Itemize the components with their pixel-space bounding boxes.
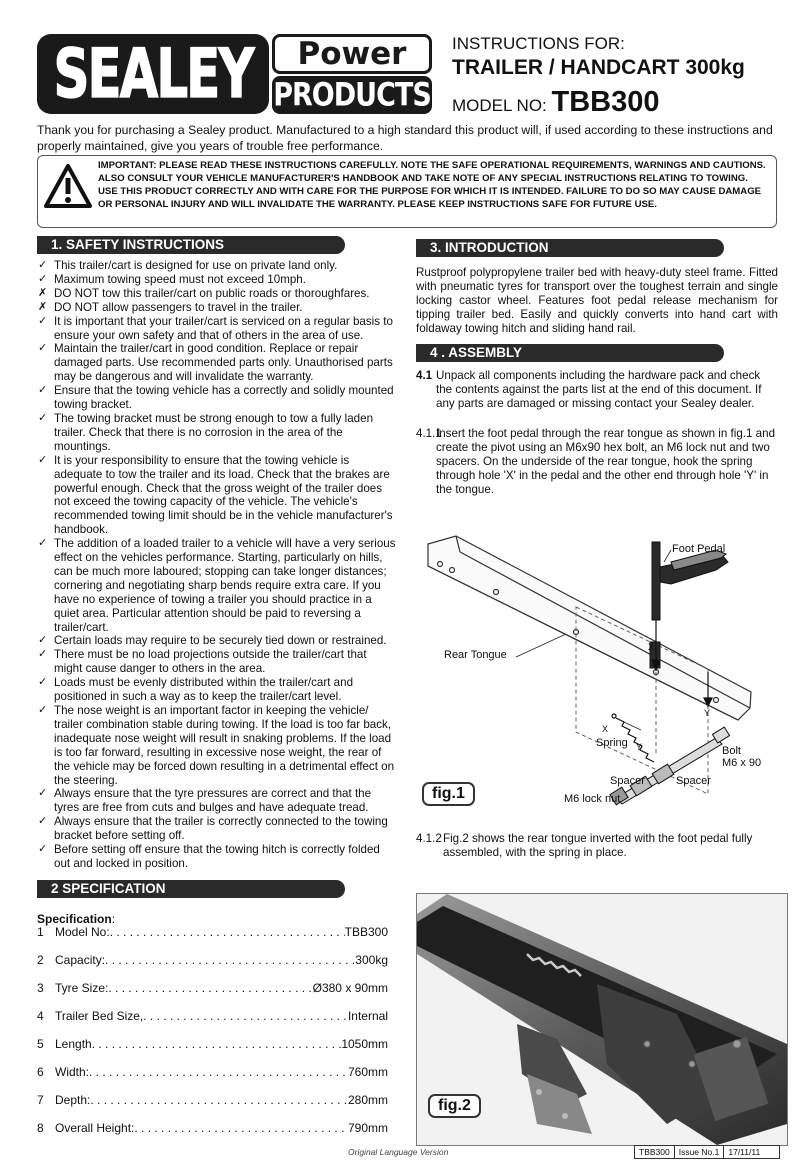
spec-row	[37, 1009, 388, 1023]
assembly-step-4-1-1	[416, 427, 778, 497]
safety-item-text: There must be no load projections outside the trailer/cart that might cause danger to others in the area.	[54, 648, 367, 676]
footer-reference	[634, 1145, 780, 1159]
logo-brand-text: SEALEY	[53, 34, 253, 114]
model-number: TBB300	[551, 86, 660, 118]
step-text: Unpack all components including the hardware pack and check the contents against the parts list at the end of this document. If any parts are damaged or missing contact your Sealey dealer.	[436, 369, 762, 410]
spec-row-value: 280mm	[347, 1093, 388, 1107]
introduction-heading: 3. INTRODUCTION	[416, 239, 724, 257]
safety-heading: 1. SAFETY INSTRUCTIONS	[37, 236, 345, 254]
important-text: IMPORTANT: PLEASE READ THESE INSTRUCTIONS CAREFULLY. NOTE THE SAFE OPERATIONAL REQUIREMENTS, WARNINGS AND CAUTIONS. ALSO CONSULT YOUR VEHICLE MANUFACTURER'S HANDBOOK AND TAKE NOTE OF ANY SPECIAL INSTRUCTIONS RELATING TO TOWING. USE THIS PRODUCT CORRECTLY AND WITH CARE FOR THE PURPOSE FOR WHICH IT IS INTENDED. FAILURE TO DO SO MAY CAUSE DAMAGE OR PERSONAL INJURY AND WILL INVALIDATE THE WARRANTY. PLEASE KEEP INSTRUCTIONS SAFE FOR FUTURE USE.	[98, 160, 766, 210]
safety-item-text: Always ensure that the tyre pressures are correct and that the tyres are free from cuts and bulges and have adequate tread.	[54, 787, 372, 815]
spec-row-leader	[105, 953, 355, 967]
safety-item	[37, 704, 397, 787]
step-number: 4.1	[416, 369, 433, 382]
spec-row-label: Model No:	[55, 925, 110, 939]
safety-item-text: The addition of a loaded trailer to a vehicle will have a very serious effect on the vehicles performance. Starting, particularly on hills, can be much more laboured; stopping can take longer distances; cornering and negotiating sharp bends require extra care. If you have no experience of towing a trailer you should practice in a quiet area. Particular attention should be paid to reversing a trailer/cart.	[54, 537, 396, 634]
safety-item	[37, 301, 397, 315]
fig1-diagram	[416, 522, 788, 822]
spec-row-value: TBB300	[344, 925, 388, 939]
fig1-spacer-label-a: Spacer	[610, 775, 645, 787]
safety-item	[37, 259, 397, 273]
spec-row-label: Tyre Size:	[55, 981, 109, 995]
safety-item	[37, 454, 397, 537]
spec-row-number: 8	[37, 1121, 44, 1135]
spec-row-leader	[134, 1121, 348, 1135]
safety-item	[37, 287, 397, 301]
safety-item-text: The nose weight is an important factor in keeping the vehicle/ trailer combination stable during towing. If the load is too far back, inadequate nose weight will result in snaking problems. If the load is too far forward, resulting in excessive nose weight, the rear of the vehicle may be forced down resulting in a detrimental effect on the steering.	[54, 704, 395, 787]
safety-item-text: Loads must be evenly distributed within the trailer/cart and positioned in such a way as to keep the trailer/cart level.	[54, 676, 354, 704]
assembly-step-4-1-2	[416, 832, 778, 860]
power-logo	[272, 34, 432, 74]
fig1-x-label-b: X	[602, 724, 609, 734]
spec-row-number: 5	[37, 1037, 44, 1051]
spec-row	[37, 981, 388, 995]
safety-item	[37, 815, 397, 843]
spec-row-label: Overall Height:	[55, 1121, 135, 1135]
cross-icon: ✗	[38, 300, 48, 313]
model-label: MODEL NO:	[452, 96, 547, 115]
step-text: Fig.2 shows the rear tongue inverted with the foot pedal fully assembled, with the spring in place.	[443, 832, 753, 859]
checkmark-icon: ✓	[38, 342, 48, 355]
fig1-label: fig.1	[422, 782, 475, 806]
safety-item	[37, 384, 397, 412]
safety-item-text: It is important that your trailer/cart is serviced on a regular basis to ensure your own safety and that of others in the area of use.	[54, 314, 393, 342]
spec-row	[37, 1037, 388, 1051]
fig1-bolt-size-label: M6 x 90	[722, 757, 762, 769]
checkmark-icon: ✓	[38, 634, 48, 647]
checkmark-icon: ✓	[38, 384, 48, 397]
spec-row-number: 2	[37, 953, 44, 967]
spec-row-leader	[110, 925, 345, 939]
spec-row-number: 7	[37, 1093, 44, 1107]
safety-item	[37, 787, 397, 815]
spec-row	[37, 953, 388, 967]
fig1-y-label-a: Y	[704, 708, 711, 718]
spec-row-value: 760mm	[347, 1065, 388, 1079]
checkmark-icon: ✓	[38, 815, 48, 828]
fig1-foot-pedal-label: Foot Pedal	[672, 543, 726, 555]
spec-row-number: 3	[37, 981, 44, 995]
checkmark-icon: ✓	[38, 704, 48, 716]
fig1-x-label-a: X	[648, 642, 655, 652]
checkmark-icon: ✓	[38, 453, 48, 466]
spec-label: Specification:	[37, 912, 116, 926]
checkmark-icon: ✓	[38, 537, 48, 550]
footer-date: 17/11/11	[728, 1147, 761, 1157]
cross-icon: ✗	[38, 286, 48, 299]
spec-row-value: Ø380 x 90mm	[312, 981, 388, 995]
spec-row-value: 790mm	[347, 1121, 388, 1135]
fig1-spacer-label-b: Spacer	[676, 775, 711, 787]
spec-row	[37, 1121, 388, 1135]
spec-row-number: 6	[37, 1065, 44, 1079]
safety-item	[37, 648, 397, 676]
checkmark-icon: ✓	[38, 259, 48, 271]
spec-row-label: Capacity:	[55, 953, 106, 967]
introduction-text: Rustproof polypropylene trailer bed with heavy-duty steel frame. Fitted with pneumatic tyres for transport over the toughest terrain and single locking castor wheel. Features foot pedal release mechanism for tipping trailer bed. Easily and quickly converts into hand cart with foldaway towing hitch and sliding hand rail.	[416, 266, 778, 335]
spec-row	[37, 1065, 388, 1079]
product-title: TRAILER / HANDCART 300kg	[452, 56, 745, 79]
spec-row-label: Depth:	[55, 1093, 91, 1107]
spec-row-label: Width:	[55, 1065, 90, 1079]
safety-item-text: Certain loads may require to be securely tied down or restrained.	[54, 634, 387, 648]
spec-row-label: Length	[55, 1037, 92, 1051]
safety-item-text: Maximum towing speed must not exceed 10mph.	[54, 272, 306, 286]
step-number: 4.1.1	[416, 427, 442, 440]
safety-item-text: Always ensure that the trailer is correctly connected to the towing bracket before setting off.	[54, 815, 388, 843]
spec-row-label: Trailer Bed Size,	[55, 1009, 144, 1023]
spec-row	[37, 925, 388, 939]
safety-item	[37, 676, 397, 704]
spec-row-number: 4	[37, 1009, 44, 1023]
fig1-bolt-label: Bolt	[722, 745, 741, 757]
step-text: Insert the foot pedal through the rear tongue as shown in fig.1 and create the pivot using an M6x90 hex bolt, an M6 lock nut and two spacers. On the underside of the rear tongue, hook the spring through hole 'X' in the pedal and the other end through hole 'Y' in the tongue.	[436, 427, 776, 496]
sealey-logo	[37, 34, 269, 114]
safety-item-text: DO NOT tow this trailer/cart on public roads or thoroughfares.	[54, 286, 370, 300]
footer-model-ref: TBB300	[635, 1146, 675, 1158]
model-line	[452, 86, 660, 119]
checkmark-icon: ✓	[38, 787, 48, 800]
safety-item	[37, 412, 397, 454]
fig2-label: fig.2	[428, 1094, 481, 1118]
safety-item-text: DO NOT allow passengers to travel in the trailer.	[54, 300, 303, 314]
safety-item-text: This trailer/cart is designed for use on private land only.	[54, 259, 338, 272]
spec-row-leader	[108, 981, 312, 995]
thanks-paragraph: Thank you for purchasing a Sealey product. Manufactured to a high standard this product will, if used according to these instructions and properly maintained, give you years of trouble free performance.	[37, 123, 773, 153]
spec-row-leader	[92, 1037, 342, 1051]
checkmark-icon: ✓	[38, 411, 48, 424]
safety-item-text: It is your responsibility to ensure that the towing vehicle is adequate to tow the trailer and its load. Check that the brakes are powerful enough. Check that the gross weight of the trailer does not exceed the towing capacity of the vehicle. The vehicle's recommended towing limit should be in the vehicle manufacturer's handbook.	[54, 453, 393, 537]
safety-item-text: Maintain the trailer/cart in good condition. Replace or repair damaged parts. Use recommended parts only. Unauthorised parts may be dangerous and will invalidate the warranty.	[54, 342, 393, 384]
fig1-lock-nut-label: M6 lock nut	[564, 793, 621, 805]
fig1-rear-tongue-label: Rear Tongue	[444, 649, 507, 661]
safety-item	[37, 273, 397, 287]
assembly-heading: 4 . ASSEMBLY	[416, 344, 724, 362]
warning-triangle-icon	[43, 163, 93, 209]
safety-item-text: Before setting off ensure that the towing hitch is correctly folded out and locked in position.	[54, 843, 380, 870]
spec-row	[37, 1093, 388, 1107]
spec-row-leader	[90, 1093, 348, 1107]
assembly-step-4-1	[416, 369, 778, 411]
checkmark-icon: ✓	[38, 843, 48, 856]
safety-item	[37, 315, 397, 343]
fig1-y-label-b: Y	[636, 742, 643, 752]
fig1-spring-label: Spring	[596, 737, 628, 749]
spec-row-value: Internal	[347, 1009, 388, 1023]
checkmark-icon: ✓	[38, 648, 48, 661]
products-logo	[272, 76, 432, 114]
safety-item-text: The towing bracket must be strong enough to tow a fully laden trailer. Check that there is no corrosion in the area of the mountings.	[54, 411, 374, 453]
safety-item	[37, 537, 397, 634]
logo-power-text: Power	[297, 36, 407, 72]
safety-item	[37, 342, 397, 384]
original-language-note: Original Language Version	[348, 1147, 449, 1157]
safety-item	[37, 843, 397, 871]
spec-row-value: 300kg	[355, 953, 388, 967]
spec-row-leader	[89, 1065, 348, 1079]
specification-heading: 2 SPECIFICATION	[37, 880, 345, 898]
instructions-for-label: INSTRUCTIONS FOR:	[452, 34, 625, 53]
safety-item	[37, 634, 397, 648]
footer-issue: Issue No.1	[675, 1146, 725, 1158]
spec-row-number: 1	[37, 925, 44, 939]
safety-list	[37, 259, 397, 871]
checkmark-icon: ✓	[38, 676, 48, 689]
checkmark-icon: ✓	[38, 272, 48, 285]
step-number: 4.1.2	[416, 832, 442, 845]
safety-item-text: Ensure that the towing vehicle has a correctly and solidly mounted towing bracket.	[54, 384, 394, 412]
checkmark-icon: ✓	[38, 314, 48, 327]
logo-products-text: PRODUCTS	[273, 76, 431, 114]
spec-row-value: 1050mm	[341, 1037, 388, 1051]
spec-row-leader	[143, 1009, 348, 1023]
